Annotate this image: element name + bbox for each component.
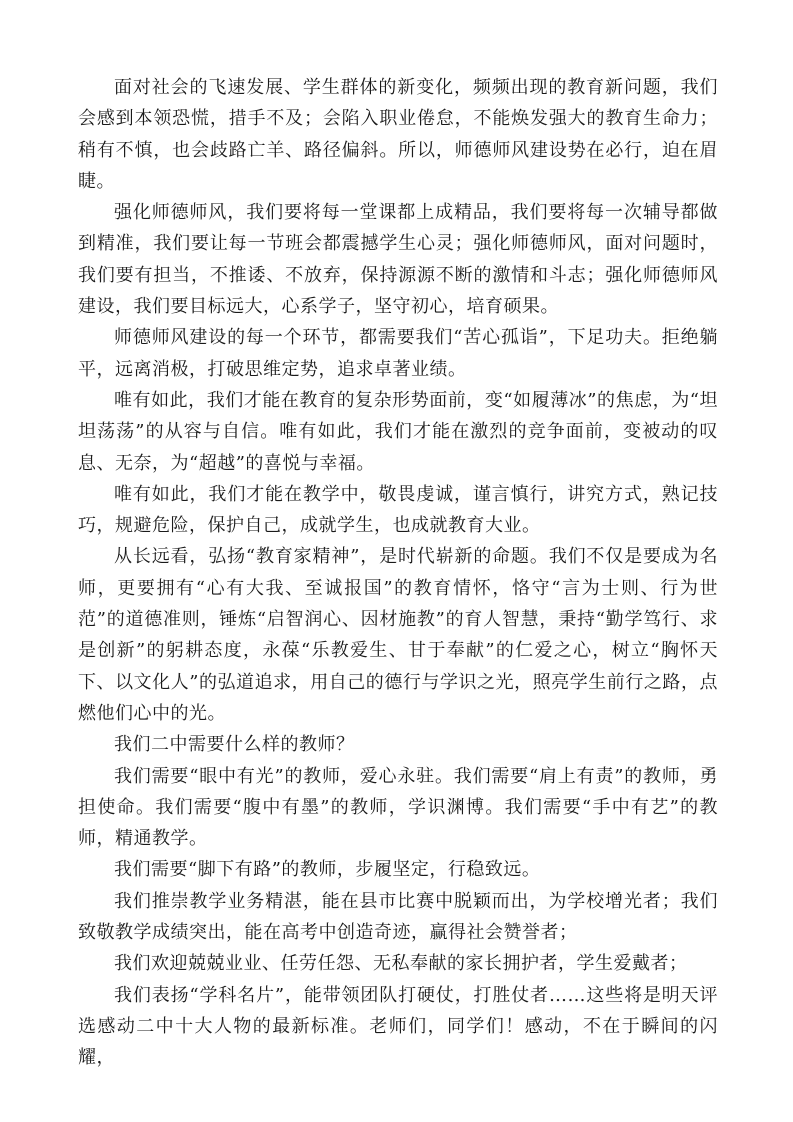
paragraph-8: 我们需要“眼中有光”的教师，爱心永驻。我们需要“肩上有责”的教师，勇担使命。我们需要“腹中有墨”的教师，学识渊博。我们需要“手中有艺”的教师，精通教学。	[78, 765, 718, 850]
paragraph-7: 我们二中需要什么样的教师？	[114, 734, 355, 756]
paragraph-2: 强化师德师风，我们要将每一堂课都上成精品，我们要将每一次辅导都做到精准，我们要让每一节班会都震撼学生心灵；强化师德师风，面对问题时，我们要有担当，不推诿、不放弃，保持源源不断的激情和斗志；强化师德师风建设，我们要目标远大，心系学子，坚守初心，培育硕果。	[78, 202, 718, 318]
paragraph-5: 唯有如此，我们才能在教学中，敬畏虔诚，谨言慎行，讲究方式，熟记技巧，规避危险，保护自己，成就学生，也成就教育大业。	[78, 483, 718, 537]
paragraph-12: 我们表扬“学科名片”，能带领团队打硬仗，打胜仗者……这些将是明天评选感动二中十大人物的最新标准。老师们，同学们！感动，不在于瞬间的闪耀，	[78, 984, 718, 1069]
paragraph-1: 面对社会的飞速发展、学生群体的新变化，频频出现的教育新问题，我们会感到本领恐慌，措手不及；会陷入职业倦怠，不能焕发强大的教育生命力；稍有不慎，也会歧路亡羊、路径偏斜。所以，师德师风建设势在必行，迫在眉睫。	[78, 77, 718, 192]
paragraph-3: 师德师风建设的每一个环节，都需要我们“苦心孤诣”，下足功夫。拒绝躺平，远离消极，打破思维定势，追求卓著业绩。	[78, 327, 718, 380]
paragraph-11: 我们欢迎兢兢业业、任劳任怨、无私奉献的家长拥护者，学生爱戴者；	[114, 953, 688, 975]
paragraph-6: 从长远看，弘扬“教育家精神”，是时代崭新的命题。我们不仅是要成为名师，更要拥有“心有大我、至诚报国”的教育情怀，恪守“言为士则、行为世范”的道德准则，锤炼“启智润心、因材施教”的育人智慧，秉持“勤学笃行、求是创新”的躬耕态度，永葆“乐教爱生、甘于奉献”的仁爱之心，树立“胸怀天下、以文化人”的弘道追求，用自己的德行与学识之光，照亮学生前行之路，点燃他们心中的光。	[78, 546, 718, 724]
paragraph-10: 我们推崇教学业务精湛，能在县市比赛中脱颖而出，为学校增光者；我们致敬教学成绩突出，能在高考中创造奇迹，赢得社会赞誉者；	[78, 890, 718, 944]
document-body	[78, 72, 718, 1074]
paragraph-9: 我们需要“脚下有路”的教师，步履坚定，行稳致远。	[114, 859, 541, 881]
paragraph-4: 唯有如此，我们才能在教育的复杂形势面前，变“如履薄冰”的焦虑，为“坦坦荡荡”的从容与自信。唯有如此，我们才能在激烈的竞争面前，变被动的叹息、无奈，为“超越”的喜悦与幸福。	[78, 389, 718, 474]
